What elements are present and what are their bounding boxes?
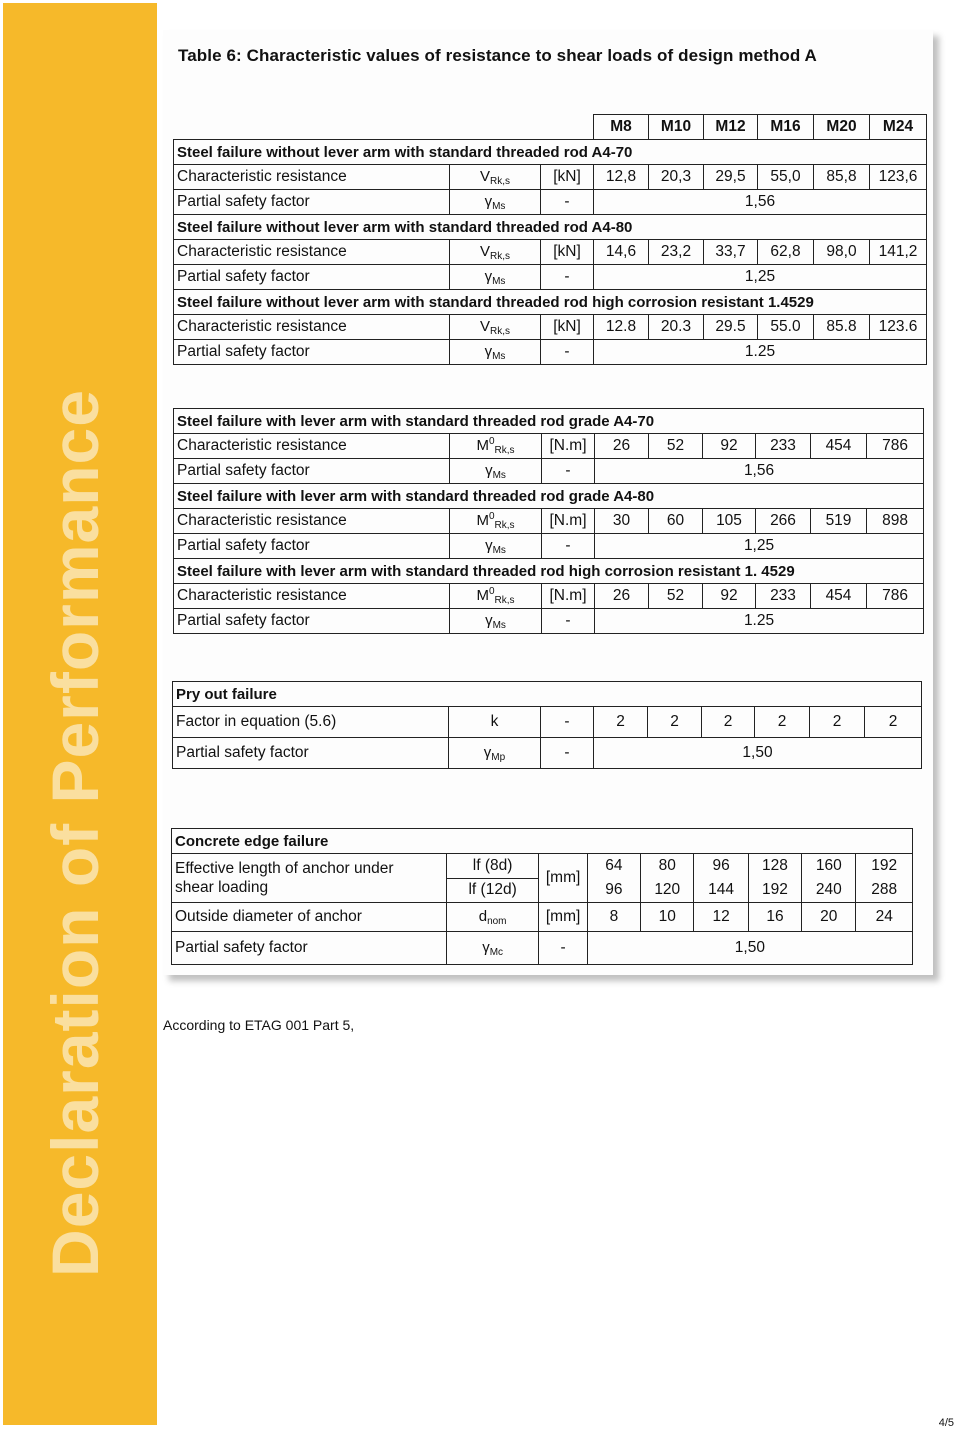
table-cell: 1.25 [594,340,927,365]
shear-with-lever-table [173,408,924,634]
table-row [173,738,922,769]
table-cell [450,340,541,365]
table-cell: 2 [755,707,810,738]
table-cell: 120 [641,878,694,903]
section-title: Concrete edge failure [172,829,913,854]
table-cell: 192 [856,854,913,879]
table-cell: 123.6 [870,315,927,340]
table-cell: 30 [595,509,649,534]
table-cell [450,240,541,265]
table-row [174,609,924,634]
table-cell: 192 [748,878,801,903]
table-row [174,509,924,534]
symbol-part: M [476,512,489,529]
symbol-part: V [479,317,490,335]
symbol-part: γ [482,938,490,956]
table-cell [450,609,542,634]
table-cell [450,165,541,190]
table-cell [174,115,450,140]
shear-without-lever-table [173,114,927,365]
table-cell: 98,0 [814,240,870,265]
table-cell: 1.25 [595,609,924,634]
table-cell: 233 [756,434,811,459]
symbol-part: Rk,s [490,250,510,262]
table-cell [541,115,594,140]
size-header-row [174,115,927,140]
table-cell: 96 [694,854,748,879]
col-header: M12 [704,115,758,140]
table-cell: 55.0 [758,315,814,340]
col-header: M16 [758,115,814,140]
symbol-part: γ [484,192,493,210]
sidebar-title: Declaration of Performance [38,389,112,1277]
symbol-part: Mp [491,751,506,763]
symbol-part: 0 [488,511,495,522]
section-title: Pry out failure [173,682,922,707]
pry-out-table [172,681,922,769]
table-row [172,829,913,854]
table-cell: lf (8d) [446,854,539,879]
table-cell: 23,2 [649,240,704,265]
table-cell: 123,6 [870,165,927,190]
symbol-part: γ [485,536,493,554]
table-cell: - [541,707,594,738]
table-cell: [kN] [541,240,594,265]
symbol-part: Rk,s [490,175,510,187]
concrete-edge-table [171,828,913,965]
table-title: Table 6: Characteristic values of resistance to shear loads of design method A [178,46,817,65]
table-cell: 55,0 [758,165,814,190]
table-cell: - [541,190,594,215]
table-cell: Characteristic resistance [174,315,450,340]
table-cell [450,434,542,459]
symbol-part: γ [485,611,493,629]
table-cell: Characteristic resistance [174,240,450,265]
table-cell: [N.m] [542,509,595,534]
table-cell: 1,56 [594,190,927,215]
table-row [174,434,924,459]
symbol-part: 0 [488,586,495,597]
table-cell [450,459,542,484]
table-cell: Factor in equation (5.6) [173,707,449,738]
symbol-part: Effective length of anchor under [175,860,394,877]
col-header: M24 [870,115,927,140]
table-cell: 14,6 [594,240,649,265]
symbol-part: V [479,167,490,185]
table-row [172,854,913,879]
symbol-part: Rk,s [494,445,515,456]
table-cell: Partial safety factor [174,534,450,559]
table-cell: Partial safety factor [174,190,450,215]
table-cell: 20 [802,903,856,932]
table-cell: 144 [694,878,748,903]
section-title: Steel failure with lever arm with standard threaded rod grade A4-70 [174,409,924,434]
section-title: Steel failure with lever arm with standard threaded rod high corrosion resistant 1. 4529 [174,559,924,584]
table-cell: 62,8 [758,240,814,265]
table-cell: lf (12d) [446,878,539,903]
table-cell: 16 [748,903,801,932]
section-title: Steel failure without lever arm with standard threaded rod high corrosion resistant 1.4529 [174,290,927,315]
table-cell: 240 [802,878,856,903]
table-cell [446,932,539,965]
table-row [174,165,927,190]
table-cell: 160 [802,854,856,879]
table-cell: Partial safety factor [174,459,450,484]
table-cell [446,903,539,932]
table-cell: 786 [867,434,924,459]
symbol-part: M [476,587,489,604]
table-row [174,459,924,484]
table-cell: - [542,609,595,634]
table-cell: 26 [595,584,649,609]
table-cell: Outside diameter of anchor [172,903,447,932]
table-row [172,932,913,965]
table-cell: 141,2 [870,240,927,265]
table-cell [450,534,542,559]
table-cell: 233 [756,584,811,609]
table-cell: 20,3 [649,165,704,190]
table-cell: [mm] [539,854,587,903]
table-cell: 454 [811,434,867,459]
table-row [174,340,927,365]
table-cell: - [541,265,594,290]
symbol-part: Rk,s [490,325,510,337]
symbol-part: γ [483,743,492,761]
col-header: M20 [814,115,870,140]
table-cell: - [542,459,595,484]
table-cell: 8 [587,903,640,932]
table-cell: [N.m] [542,584,595,609]
page-number: 4/5 [938,1417,954,1429]
table-row [173,707,922,738]
symbol-part: Ms [492,275,506,287]
table-cell: [kN] [541,315,594,340]
table-cell: 80 [641,854,694,879]
caption-text: According to ETAG 001 Part 5, [163,1017,355,1033]
table-cell: 33,7 [704,240,758,265]
table-cell: 105 [703,509,756,534]
table-row [174,215,927,240]
table-cell: 288 [856,878,913,903]
table-cell: 1,50 [587,932,912,965]
table-cell: 2 [594,707,648,738]
symbol-part: nom [487,915,507,927]
table-cell: - [541,340,594,365]
table-row [174,534,924,559]
symbol-part: 0 [488,436,495,447]
symbol-part: Rk,s [494,520,515,531]
table-cell: 96 [587,878,640,903]
section-title: Steel failure without lever arm with standard threaded rod A4-80 [174,215,927,240]
symbol-part: shear loading [175,879,269,896]
table-row [174,190,927,215]
table-cell: [N.m] [542,434,595,459]
table-row [174,140,927,165]
table-cell: 2 [865,707,922,738]
table-row [174,240,927,265]
table-cell [450,190,541,215]
table-cell [450,265,541,290]
table-row [173,682,922,707]
table-cell [172,854,447,903]
table-cell: 85.8 [814,315,870,340]
table-cell: 2 [810,707,865,738]
table-cell: 898 [867,509,924,534]
col-header: M10 [649,115,704,140]
table-row [174,484,924,509]
table-cell: 85,8 [814,165,870,190]
table-cell: - [539,932,587,965]
table-cell: 29.5 [704,315,758,340]
table-cell [450,509,542,534]
sidebar-band [3,3,157,1425]
symbol-part: M [476,437,489,454]
section-title: Steel failure without lever arm with standard threaded rod A4-70 [174,140,927,165]
table-row [174,315,927,340]
table-row [174,584,924,609]
symbol-part: γ [484,342,493,360]
table-row [174,559,924,584]
table-cell: - [541,738,594,769]
table-cell: 519 [811,509,867,534]
symbol-part: Rk,s [494,595,515,606]
table-cell: Characteristic resistance [174,165,450,190]
table-cell: Partial safety factor [173,738,449,769]
table-cell: Characteristic resistance [174,584,450,609]
table-cell: Characteristic resistance [174,509,450,534]
symbol-part: Ms [492,350,506,362]
symbol-part: Ms [492,619,506,631]
table-cell [450,115,541,140]
table-cell: 29,5 [704,165,758,190]
table-cell: 1,25 [594,265,927,290]
table-cell: [mm] [539,903,587,932]
table-cell: 128 [748,854,801,879]
table-cell: 52 [649,434,703,459]
table-cell: 1,50 [594,738,922,769]
table-cell: 12 [694,903,748,932]
table-cell: Partial safety factor [174,340,450,365]
table-row [174,409,924,434]
symbol-part: Ms [492,544,506,556]
table-cell: 60 [649,509,703,534]
symbol-part: V [479,242,490,260]
table-cell: - [542,534,595,559]
table-cell: 266 [756,509,811,534]
symbol-part: Mc [489,946,504,958]
table-cell: 26 [595,434,649,459]
table-cell [449,738,541,769]
scanned-table-image [163,30,933,975]
table-cell: 1,56 [595,459,924,484]
table-cell: 12.8 [594,315,649,340]
table-cell: 12,8 [594,165,649,190]
table-cell [450,315,541,340]
symbol-part: d [478,907,488,925]
table-cell: 20.3 [649,315,704,340]
col-header: M8 [594,115,649,140]
symbol-part: γ [484,267,493,285]
table-cell: Partial safety factor [174,265,450,290]
table-row [174,265,927,290]
symbol-part: Ms [492,469,506,481]
table-cell: [kN] [541,165,594,190]
table-cell: 2 [648,707,702,738]
table-row [174,290,927,315]
table-cell: 52 [649,584,703,609]
table-cell: 24 [856,903,913,932]
table-cell: 454 [811,584,867,609]
table-cell: Partial safety factor [172,932,447,965]
table-cell: 64 [587,854,640,879]
table-cell: 92 [703,434,756,459]
table-cell: 10 [641,903,694,932]
table-row [172,903,913,932]
table-cell: k [449,707,541,738]
table-cell: Characteristic resistance [174,434,450,459]
table-cell [450,584,542,609]
table-cell: 2 [702,707,755,738]
table-cell: 1,25 [595,534,924,559]
section-title: Steel failure with lever arm with standard threaded rod grade A4-80 [174,484,924,509]
table-cell: Partial safety factor [174,609,450,634]
table-cell: 786 [867,584,924,609]
symbol-part: γ [485,461,493,479]
table-cell: 92 [703,584,756,609]
symbol-part: Ms [492,200,506,212]
